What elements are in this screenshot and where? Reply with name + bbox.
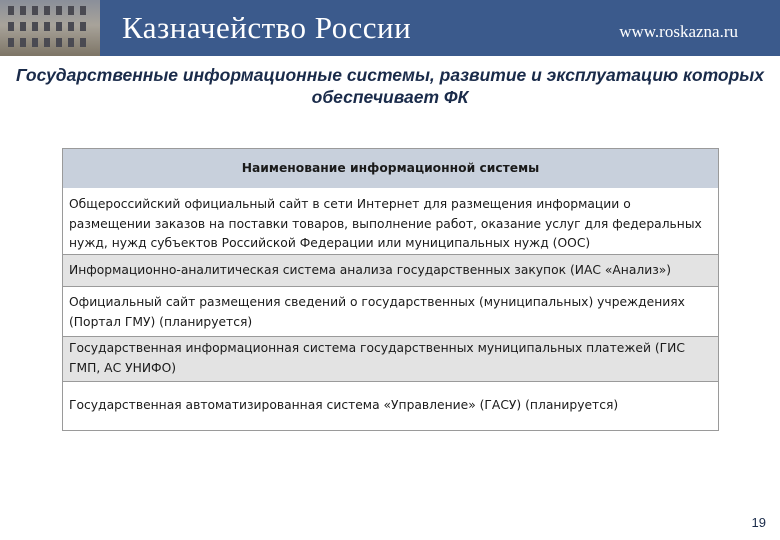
building-photo [0, 0, 100, 56]
page-number: 19 [751, 515, 766, 530]
table-row: Государственная информационная система государственных муниципальных платежей (ГИС ГМП, АС УНИФО) [63, 337, 718, 382]
table-row: Государственная автоматизированная система «Управление» (ГАСУ) (планируется) [69, 398, 619, 412]
header-bar [0, 0, 780, 56]
table-row: Официальный сайт размещения сведений о государственных (муниципальных) учреждениях (Портал ГМУ) (планируется) [63, 287, 718, 337]
systems-table [62, 148, 719, 431]
organization-title: Казначейство России [122, 10, 412, 45]
table-row: Информационно-аналитическая система анализа государственных закупок (ИАС «Анализ») [63, 255, 718, 287]
table-header: Наименование информационной системы [63, 149, 718, 189]
table-row: Общероссийский официальный сайт в сети Интернет для размещения информации о размещении заказов на поставки товаров, выполнение работ, оказание услуг для федеральных нужд, нужд субъектов Российской Федерации или муниципальных нужд (ООС) [63, 189, 718, 255]
page-title: Государственные информационные системы, развитие и эксплуатацию которых обеспечивает ФК [16, 65, 764, 107]
website-url: www.roskazna.ru [619, 22, 738, 41]
